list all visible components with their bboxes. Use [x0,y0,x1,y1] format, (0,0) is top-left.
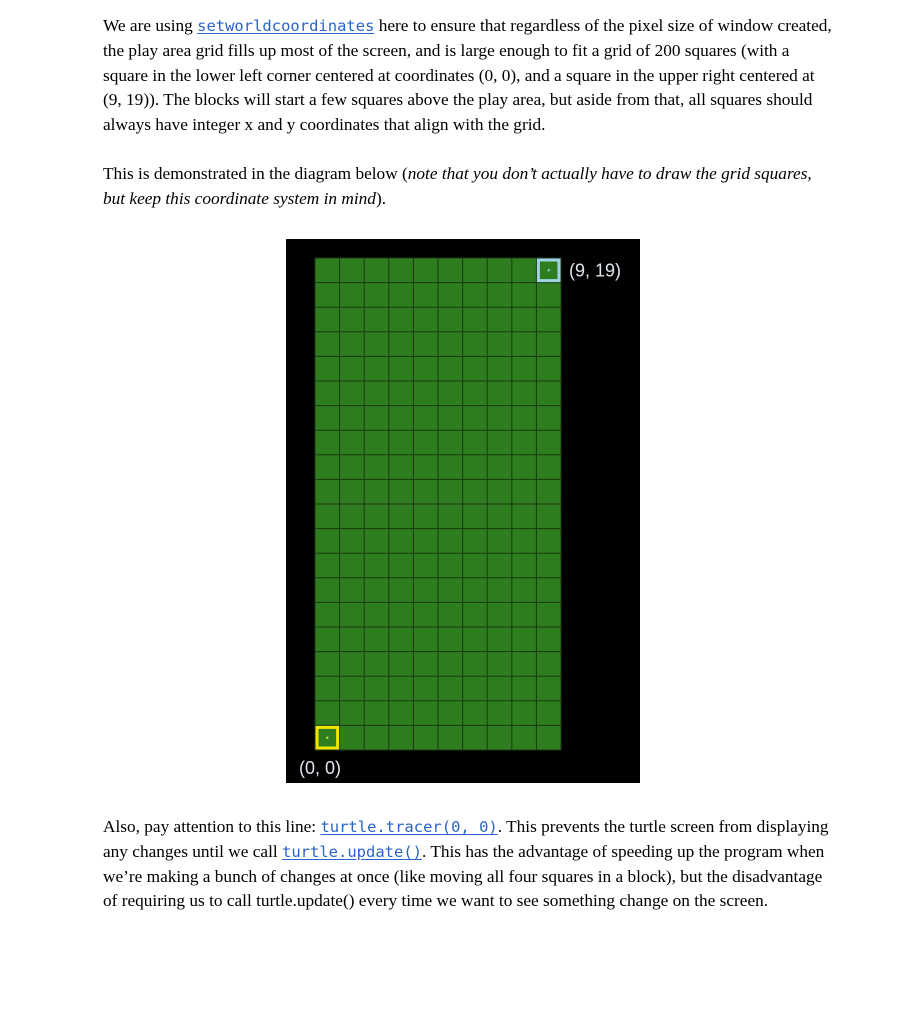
paragraph-setworldcoordinates [103,14,833,138]
p2-text-before: This is demonstrated in the diagram below ( [103,164,408,183]
grid-svg [286,239,640,783]
p1-text-after: here to ensure that regardless of the pixel size of window created, the play area grid fills up most of the screen, and is large enough to fit a grid of 200 squares (with a square in the lower left corner centered at coordinates (0, 0), and a square in the upper right centered at (9, 19)). The blocks will start a few squares above the play area, but aside from that, all squares should always have integer x and y coordinates that align with the grid. [103,16,832,135]
turtle-update-link[interactable]: turtle.update() [282,842,422,861]
p3-text-middle: . This prevents the turtle screen from displaying any changes until we call [103,817,829,861]
p3-text-before: Also, pay attention to this line: [103,817,321,836]
paragraph-tracer [103,815,833,914]
setworldcoordinates-link[interactable]: setworldcoordinates [197,17,375,35]
p1-text-before: We are using [103,16,198,35]
coordinate-grid-diagram [286,239,640,783]
turtle-tracer-link[interactable]: turtle.tracer(0, 0) [320,818,498,836]
top-right-coordinate-label: (9, 19) [569,260,622,281]
p2-italic-note: note that you don’t actually have to draw the grid squares, but keep this coordinate system in mind [103,164,812,208]
p2-text-after: ). [375,188,387,208]
p3-text-after: . This has the advantage of speeding up the program when we’re making a bunch of changes at once (like moving all four squares in a block), but the disadvantage of requiring us to call turtle.update() every time we want to see something change on the screen. [103,841,825,911]
bottom-left-square-center-dot [326,737,328,739]
bottom-left-coordinate-label: (0, 0) [299,758,342,778]
top-right-square-center-dot [548,269,550,271]
grid-lines [315,258,561,750]
paragraph-diagram-intro [103,162,833,212]
